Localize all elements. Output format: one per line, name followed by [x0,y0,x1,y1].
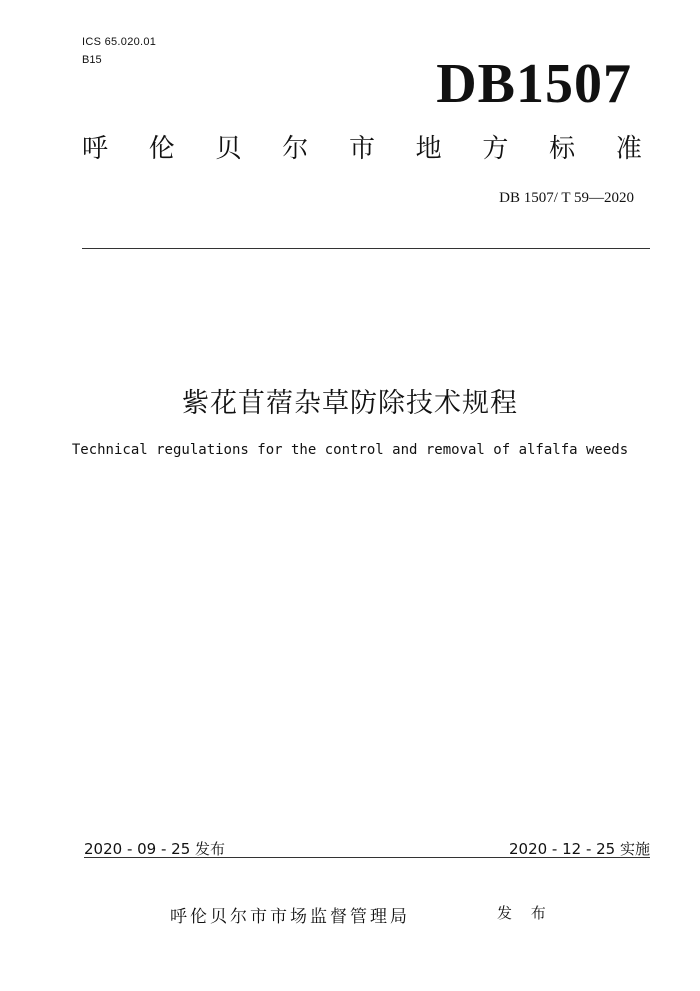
org-char: 尔 [282,134,309,164]
org-char: 方 [482,134,509,164]
classification-code: B15 [82,54,102,66]
document-number: DB 1507/ T 59—2020 [499,190,634,206]
footer-divider [84,857,650,858]
org-char: 市 [348,134,375,164]
org-char: 呼 [82,134,109,164]
document-title-english: Technical regulations for the control and removal of alfalfa weeds [71,442,629,458]
issue-date: 2020 - 09 - 25 发布 [84,840,226,858]
ics-code: ICS 65.020.01 [82,36,157,48]
org-char: 伦 [148,134,175,164]
issue-label: 发 布 [497,904,553,922]
org-char: 贝 [215,134,242,164]
standard-logo: DB1507 [436,53,632,115]
effective-date: 2020 - 12 - 25 实施 [508,840,650,858]
org-char: 标 [549,134,576,164]
header-divider [82,248,650,249]
issuing-standard-org [82,136,642,162]
document-title-chinese: 紫花苜蓿杂草防除技术规程 [182,388,518,419]
issuing-authority: 呼伦贝尔市市场监督管理局 [170,907,410,927]
org-char: 地 [415,134,442,164]
org-char: 准 [615,134,642,164]
